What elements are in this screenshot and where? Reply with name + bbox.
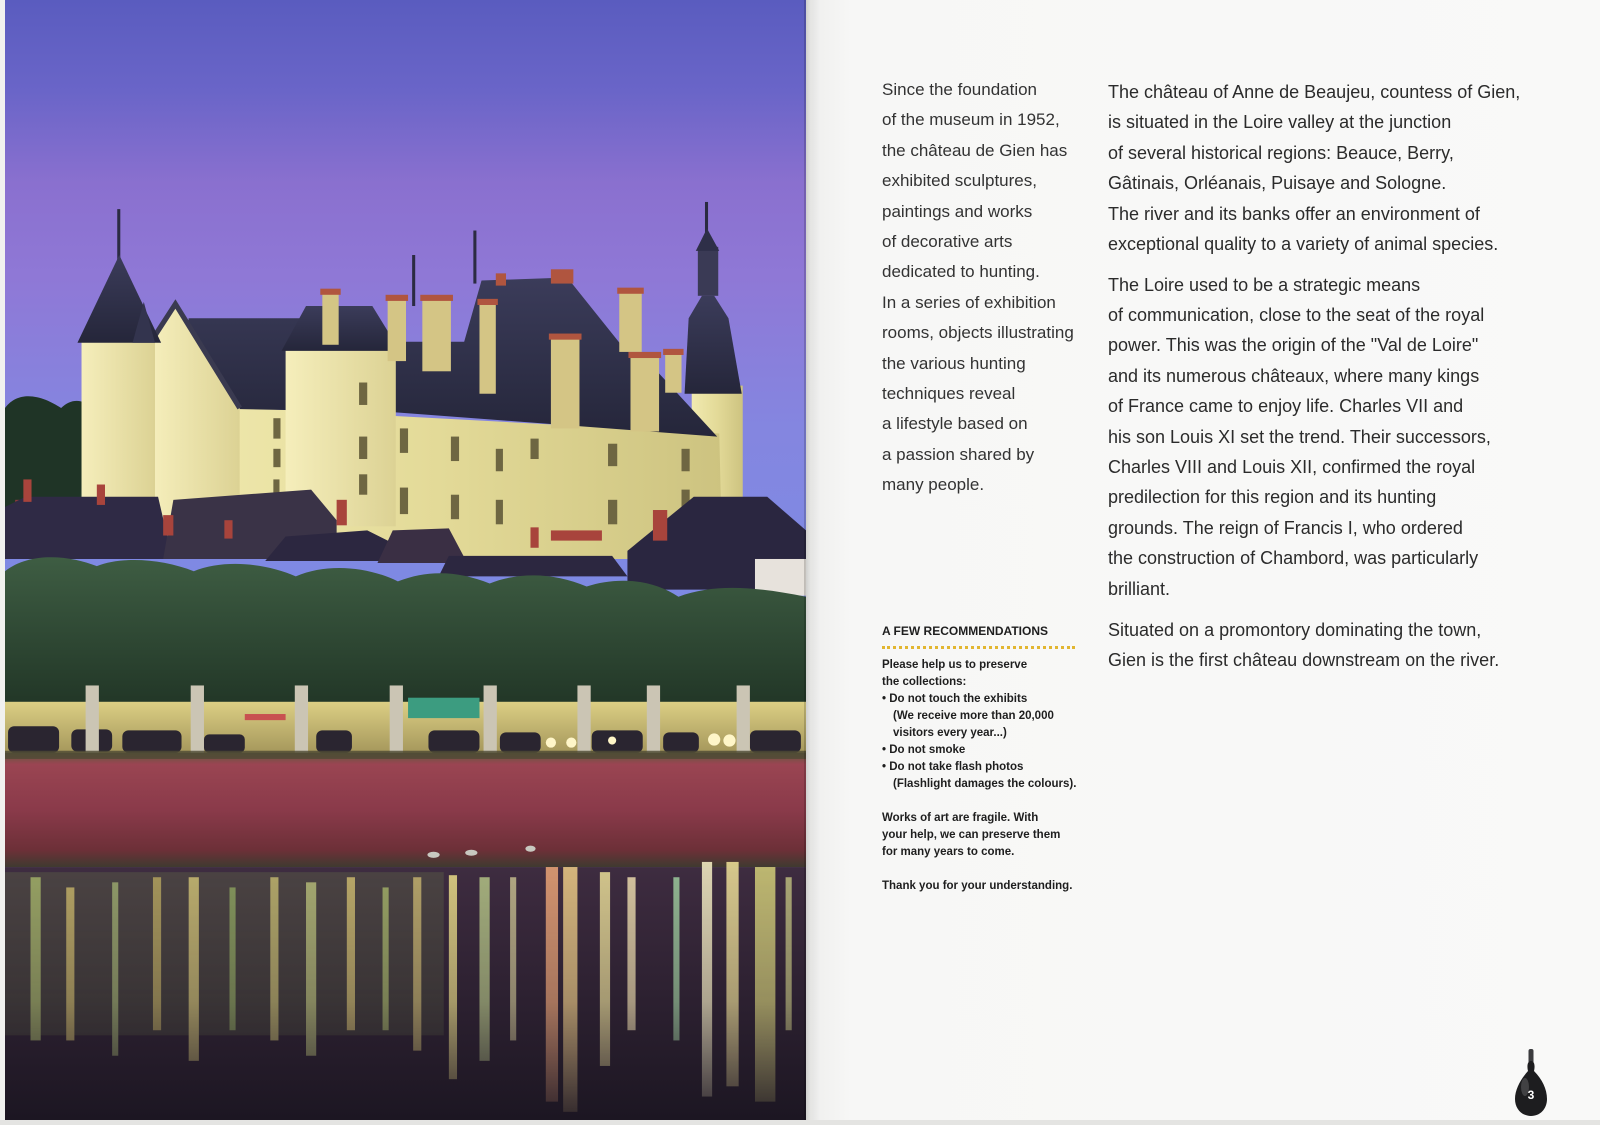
green-awning: [408, 698, 479, 718]
reflection-streak: [189, 877, 199, 1061]
main-text-line: is situated in the Loire valley at the junction: [1108, 112, 1452, 133]
window: [608, 444, 617, 466]
chimney-cap: [386, 295, 408, 301]
tree-trunk: [647, 685, 660, 752]
headlight: [723, 734, 735, 746]
closing-line: for many years to come.: [882, 846, 1015, 859]
reflection-streak: [510, 877, 516, 1040]
rule-bullet: • Do not touch the exhibits: [882, 692, 1028, 705]
main-text-line: Gâtinais, Orléanais, Puisaye and Sologne.: [1108, 173, 1447, 194]
town-chimney: [23, 479, 31, 501]
right-tower-lantern: [698, 247, 718, 296]
main-text-line: The Loire used to be a strategic means: [1108, 274, 1421, 295]
headlight: [708, 733, 720, 745]
town-chimney: [337, 500, 347, 526]
street: [5, 698, 806, 755]
chateau-photo-illustration: [5, 0, 806, 1120]
town-chimney: [653, 510, 667, 541]
bank-edge: [5, 751, 806, 759]
window: [359, 437, 367, 459]
window: [359, 383, 367, 405]
reflection-streak: [112, 882, 118, 1055]
headlight: [566, 737, 576, 747]
car: [750, 730, 801, 752]
intro-line: a lifestyle based on: [882, 414, 1028, 434]
closing-line: your help, we can preserve them: [882, 829, 1061, 842]
reflection-streak: [306, 882, 316, 1055]
chimney-cap: [549, 334, 582, 340]
thanks-line: Thank you for your understanding.: [882, 880, 1073, 893]
intro-line: of the museum in 1952,: [882, 110, 1060, 130]
main-text-line: Charles VIII and Louis XII, confirmed the royal: [1108, 456, 1476, 477]
stone: [427, 852, 439, 858]
dotted-rule: [882, 646, 1075, 649]
reflection-streak: [755, 867, 775, 1102]
window: [273, 449, 280, 467]
stone: [525, 846, 535, 852]
main-text-line: of France came to enjoy life. Charles VII and: [1108, 396, 1464, 417]
chimney-cap: [663, 349, 683, 355]
town-chimney: [97, 485, 105, 505]
reflection-streak: [153, 877, 161, 1030]
car: [500, 732, 541, 752]
red-sign: [245, 714, 286, 720]
window: [273, 479, 279, 493]
chimney-cap: [496, 273, 506, 285]
page-number-badge: [1513, 1049, 1549, 1117]
reflection-streak: [479, 877, 489, 1061]
chimney-cap: [320, 289, 340, 295]
reflection-streak: [726, 862, 738, 1086]
left-tower-spire: [117, 209, 120, 260]
reflection-streak: [546, 867, 558, 1102]
chimney: [479, 302, 495, 394]
recommendations-box: [882, 657, 1076, 896]
closing-line: Works of art are fragile. With: [882, 812, 1039, 825]
tree-trunk: [295, 685, 308, 752]
grass-bank: [5, 753, 806, 867]
tree-trunk: [191, 685, 204, 752]
reflection-streak: [66, 887, 74, 1040]
intro-line: of decorative arts: [882, 232, 1013, 252]
car: [316, 730, 352, 752]
chimney-cap: [617, 288, 644, 294]
rule-note: visitors every year...): [893, 726, 1007, 739]
car: [204, 734, 245, 752]
window: [496, 449, 503, 471]
headlight: [546, 737, 556, 747]
recommendations-intro-line: the collections:: [882, 675, 967, 688]
town-chimney: [163, 515, 173, 535]
tree-trunk: [737, 685, 750, 752]
chimney: [388, 298, 406, 361]
intro-line: dedicated to hunting.: [882, 262, 1040, 282]
main-paragraph: [1108, 615, 1499, 676]
headlight: [608, 736, 616, 744]
main-paragraph: [1108, 270, 1491, 604]
intro-line: rooms, objects illustrating: [882, 323, 1074, 343]
rule-bullet: • Do not take flash photos: [882, 761, 1024, 774]
main-text-line: brilliant.: [1108, 578, 1171, 599]
chimney-cap: [628, 352, 661, 358]
roof-spire: [412, 255, 415, 306]
main-text-line: exceptional quality to a variety of animal species.: [1108, 234, 1499, 255]
rule-bullet: • Do not smoke: [882, 744, 966, 757]
recommendations-heading: A FEW RECOMMENDATIONS: [882, 623, 1048, 638]
intro-line: Since the foundation: [882, 80, 1038, 99]
main-text-line: his son Louis XI set the trend. Their successors,: [1108, 426, 1491, 447]
chimney: [665, 352, 681, 393]
rule-note: (Flashlight damages the colours).: [893, 778, 1077, 791]
main-text-line: power. This was the origin of the "Val de Loire": [1108, 335, 1479, 356]
main-text-line: grounds. The reign of Francis I, who ordered: [1108, 517, 1463, 538]
rooftop: [5, 497, 182, 559]
town-chimney: [530, 527, 538, 547]
recommendations-intro-line: Please help us to preserve: [882, 658, 1028, 671]
tree-trunk: [577, 685, 590, 752]
chateau-photo: [5, 0, 806, 1120]
page-number: 3: [1527, 1088, 1535, 1102]
main-text-line: The château of Anne de Beaujeu, countess of Gien,: [1108, 82, 1521, 102]
window: [682, 449, 690, 471]
reflection-streak: [31, 877, 41, 1040]
reflection-streak: [600, 872, 610, 1066]
rooftop: [439, 556, 628, 576]
window: [273, 418, 280, 438]
intro-line: a passion shared by: [882, 444, 1035, 464]
reflection-streak: [786, 877, 792, 1030]
reflection-streak: [673, 877, 679, 1040]
river-bank: [5, 751, 806, 867]
main-text-line: predilection for this region and its hunting: [1108, 487, 1437, 508]
main-paragraph: [1108, 77, 1520, 259]
left-tower-wall: [82, 337, 155, 505]
car: [592, 730, 643, 752]
main-text-line: The river and its banks offer an environment of: [1108, 203, 1480, 224]
page-spine: [804, 0, 820, 1120]
page-bottom-edge: [0, 1120, 1600, 1125]
tree-trunk: [390, 685, 403, 752]
chimney-cap: [477, 299, 497, 305]
reflection-streak: [627, 877, 635, 1030]
reflection-streak: [413, 877, 421, 1050]
intro-line: In a series of exhibition: [882, 292, 1056, 312]
chimney-cap: [420, 295, 453, 301]
roof-spire: [473, 231, 476, 284]
reflection-streak: [563, 867, 577, 1112]
reflection-streak: [229, 887, 235, 1030]
chimney: [630, 355, 659, 432]
main-text-line: Situated on a promontory dominating the town,: [1108, 619, 1482, 640]
main-text-line: and its numerous châteaux, where many kings: [1108, 365, 1480, 386]
page-marker-icon: [1513, 1049, 1549, 1117]
reflection-streak: [347, 877, 355, 1030]
reflection-streak: [702, 862, 712, 1097]
window: [400, 428, 408, 452]
intro-line: many people.: [882, 475, 985, 495]
main-text-line: Gien is the first château downstream on the river.: [1108, 649, 1500, 670]
intro-line: exhibited sculptures,: [882, 171, 1037, 191]
main-text-line: the construction of Chambord, was particularly: [1108, 548, 1479, 569]
tree-trunk: [484, 685, 497, 752]
chimney: [551, 337, 580, 429]
river: [5, 862, 806, 1120]
window: [359, 474, 367, 494]
chimney: [422, 298, 451, 371]
stone: [465, 850, 477, 856]
intro-column: [882, 75, 1074, 501]
reflection-streak: [383, 887, 389, 1030]
car: [8, 726, 59, 753]
main-text-line: of communication, close to the seat of the royal: [1108, 304, 1485, 325]
window: [451, 495, 459, 519]
chimney: [322, 292, 338, 345]
intro-line: the château de Gien has: [882, 140, 1068, 160]
window: [608, 500, 617, 524]
car: [122, 730, 181, 752]
car: [428, 730, 479, 752]
chimney: [619, 291, 641, 352]
tree-trunk: [86, 685, 99, 752]
main-text-line: of several historical regions: Beauce, Berry,: [1108, 142, 1454, 163]
intro-line: paintings and works: [882, 201, 1033, 221]
window: [400, 488, 408, 515]
window: [451, 437, 459, 461]
town-chimney: [551, 530, 602, 540]
intro-line: techniques reveal: [882, 384, 1016, 404]
car: [663, 732, 699, 752]
intro-line: the various hunting: [882, 353, 1026, 373]
window: [496, 500, 503, 524]
reflection-streak: [270, 877, 278, 1040]
town-chimney: [224, 520, 232, 538]
chimney-cap: [551, 269, 573, 283]
reflection-streak: [449, 875, 457, 1079]
window: [530, 439, 538, 459]
rule-note: (We receive more than 20,000: [893, 709, 1054, 722]
